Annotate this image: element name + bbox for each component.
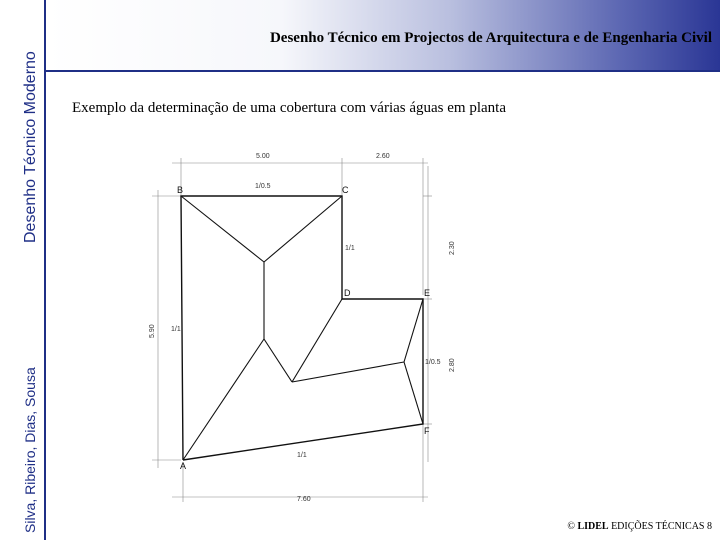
publisher-brand: LIDEL	[577, 521, 609, 532]
roof-outline	[181, 196, 423, 460]
vertex-e: E	[424, 288, 431, 298]
footer-credit	[567, 521, 712, 532]
copyright-symbol: ©	[567, 521, 575, 532]
sidebar-authors: Silva, Ribeiro, Dias, Sousa	[22, 367, 38, 533]
roof-ridges	[181, 196, 423, 460]
vertex-c: C	[342, 185, 349, 195]
vertex-b: B	[177, 185, 184, 195]
vertex-d: D	[344, 288, 351, 298]
slope-ab: 1/1	[171, 326, 181, 333]
dim-left: 5.90	[149, 324, 156, 338]
publisher-name: EDIÇÕES TÉCNICAS	[611, 521, 705, 532]
slide-subtitle: Exemplo da determinação de uma cobertura com várias águas em planta	[72, 100, 506, 116]
sidebar-book-title: Desenho Técnico Moderno	[22, 51, 39, 243]
dim-right-lower: 2.80	[449, 358, 456, 372]
dimension-lines	[152, 158, 432, 502]
slope-bc: 1/0.5	[255, 183, 271, 190]
page-title: Desenho Técnico em Projectos de Arquitectura e de Engenharia Civil	[269, 30, 712, 46]
slope-af: 1/1	[297, 452, 307, 459]
dim-top-right: 2.60	[376, 153, 390, 160]
dim-right-upper: 2.30	[449, 241, 456, 255]
vertex-f: F	[424, 426, 430, 436]
dim-top-left: 5.00	[256, 153, 270, 160]
vertex-a: A	[180, 461, 187, 471]
dim-bottom: 7.60	[297, 496, 311, 503]
slope-ef: 1/0.5	[425, 359, 441, 366]
page-number: 8	[707, 521, 712, 532]
slope-cd: 1/1	[345, 245, 355, 252]
